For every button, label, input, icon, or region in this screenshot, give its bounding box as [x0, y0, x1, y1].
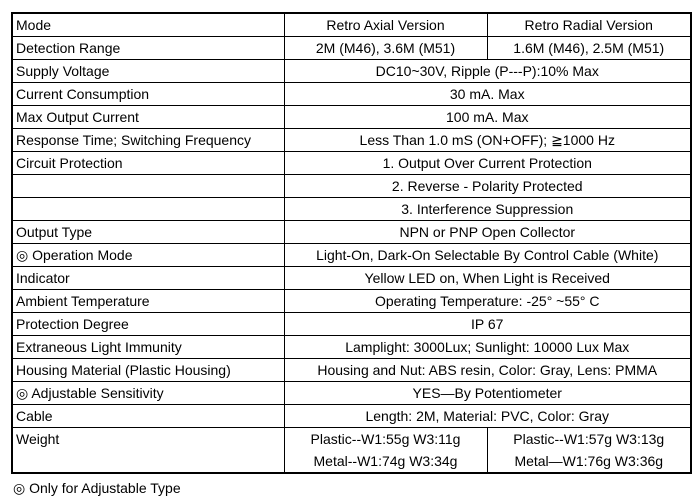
table-row [12, 382, 691, 405]
row-label: Cable [12, 405, 284, 428]
row-label [12, 175, 284, 198]
table-row [12, 60, 691, 83]
table-row [12, 290, 691, 313]
table-row [12, 359, 691, 382]
table-row [12, 106, 691, 129]
footnote: ◎ Only for Adjustable Type [13, 480, 181, 496]
weight-axial-plastic: Plastic--W1:55g W3:11g [310, 431, 461, 447]
row-label: Circuit Protection [12, 152, 284, 175]
row-value: 3. Interference Suppression [284, 198, 691, 221]
row-label: Extraneous Light Immunity [12, 336, 284, 359]
spec-table [11, 12, 692, 474]
weight-axial-cell [284, 428, 487, 474]
row-label [12, 198, 284, 221]
table-row [12, 267, 691, 290]
row-value: 100 mA. Max [284, 106, 691, 129]
table-row [12, 152, 691, 175]
table-row [12, 336, 691, 359]
row-value: YES—By Potentiometer [284, 382, 691, 405]
table-row [12, 244, 691, 267]
row-label: Max Output Current [12, 106, 284, 129]
table-row [12, 37, 691, 60]
row-axial-value: 2M (M46), 3.6M (M51) [284, 37, 487, 60]
row-value: NPN or PNP Open Collector [284, 221, 691, 244]
row-label: ◎ Adjustable Sensitivity [12, 382, 284, 405]
row-value: Lamplight: 3000Lux; Sunlight: 10000 Lux Max [284, 336, 691, 359]
header-radial: Retro Radial Version [487, 13, 691, 37]
table-row [12, 129, 691, 152]
table-row [12, 221, 691, 244]
row-label: Detection Range [12, 37, 284, 60]
weight-radial-plastic: Plastic--W1:57g W3:13g [513, 431, 665, 447]
row-label: Protection Degree [12, 313, 284, 336]
weight-row [12, 428, 691, 474]
weight-axial-metal: Metal--W1:74g W3:34g [313, 453, 458, 469]
row-value: 2. Reverse - Polarity Protected [284, 175, 691, 198]
row-label: Output Type [12, 221, 284, 244]
row-value: Housing and Nut: ABS resin, Color: Gray, Lens: PMMA [284, 359, 691, 382]
header-axial: Retro Axial Version [284, 13, 487, 37]
row-value: Yellow LED on, When Light is Received [284, 267, 691, 290]
row-label: Ambient Temperature [12, 290, 284, 313]
row-label: Response Time; Switching Frequency [12, 129, 284, 152]
weight-radial-metal: Metal—W1:76g W3:36g [514, 453, 664, 469]
weight-radial-cell [487, 428, 691, 474]
row-label: Housing Material (Plastic Housing) [12, 359, 284, 382]
row-value: Operating Temperature: -25° ~55° C [284, 290, 691, 313]
row-value: 30 mA. Max [284, 83, 691, 106]
row-value: IP 67 [284, 313, 691, 336]
table-row [12, 198, 691, 221]
table-row [12, 405, 691, 428]
row-label: ◎ Operation Mode [12, 244, 284, 267]
weight-label: Weight [12, 428, 284, 474]
row-value: Less Than 1.0 mS (ON+OFF); ≧1000 Hz [284, 129, 691, 152]
header-mode: Mode [12, 13, 284, 37]
row-value: DC10~30V, Ripple (P---P):10% Max [284, 60, 691, 83]
table-header-row [12, 13, 691, 37]
row-label: Supply Voltage [12, 60, 284, 83]
row-value: Length: 2M, Material: PVC, Color: Gray [284, 405, 691, 428]
row-value: 1. Output Over Current Protection [284, 152, 691, 175]
row-label: Indicator [12, 267, 284, 290]
row-value: Light-On, Dark-On Selectable By Control Cable (White) [284, 244, 691, 267]
table-row [12, 83, 691, 106]
row-radial-value: 1.6M (M46), 2.5M (M51) [487, 37, 691, 60]
table-row [12, 313, 691, 336]
table-row [12, 175, 691, 198]
row-label: Current Consumption [12, 83, 284, 106]
